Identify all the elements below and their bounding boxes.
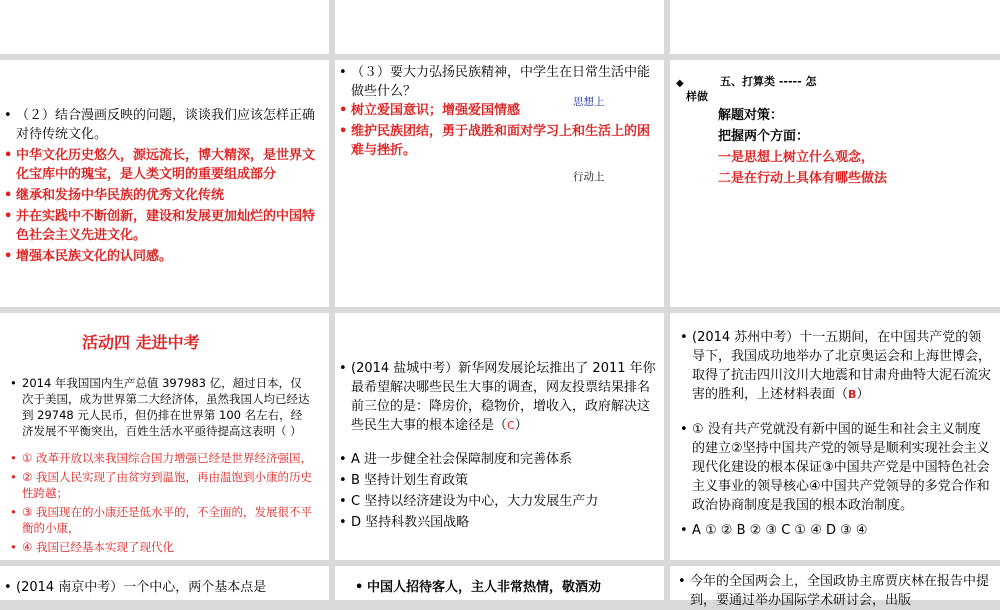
tag-thought: 思想上 [573,96,605,108]
answer-point-1: • 中华文化历史悠久，源远流长，博大精深，是世界文化宝库中的瑰宝，是人类文明的重要组成部分 [2,146,324,184]
statements: • ① 没有共产党就没有新中国的诞生和社会主义制度的建立②坚持中国共产党的领导是顺利实现社会主义现代化建设的根本保证③中国共产党是中国特色社会主义事业的领导核心④中国共产党领导的多党合作和政治协商制度是我国的根本政治制度。 [678,420,992,515]
question-text: • 今年的全国两会上，全国政协主席贾庆林在报告中提到，要通过举办国际学术研讨会，出版 [676,572,990,610]
option-3: • ③ 我国现在的小康还是低水平的，不全面的，发展很不平衡的小康， [8,504,313,536]
diamond-bullet: ◆ [676,78,684,89]
answer-point-2: • 继承和发扬中华民族的优秀文化传统 [2,186,324,205]
question-text: • (2014 南京中考）一个中心，两个基本点是 [2,578,322,597]
slide-top-right [670,0,1000,54]
statement-list [678,420,992,540]
slide-yancheng-question [335,313,664,560]
heading-b: 样做 [686,90,708,103]
activity-title: 活动四 走进中考 [82,333,200,352]
slide-top-middle [335,0,664,54]
question-close: ） [514,418,528,433]
question-list [337,63,659,101]
answer-point-2: • 维护民族团结，勇于战胜和面对学习上和生活上的困难与挫折。 [337,122,659,160]
grasp-label: 把握两个方面： [718,129,810,144]
answer-mark: C [507,419,515,432]
answer-point-3: • 并在实践中不断创新，建设和发展更加灿烂的中国特色社会主义先进文化。 [2,207,324,245]
point-thought: 一是思想上树立什么观念， [718,150,875,165]
point-action: 二是在行动上具体有哪些做法 [718,171,888,186]
slide-cppcc-question [670,566,1000,608]
question-text [337,359,657,435]
question-body: (2014 苏州中考）十一五期间，在中国共产党的领导下，我国成功地举办了北京奥运会和上海世博会，取得了抗击四川汶川大地震和甘肃舟曲特大泥石流灾害的胜利，上述材料表面（ [692,330,992,402]
question-list [2,578,322,597]
strategy-label: 解题对策： [718,108,784,123]
question-list [678,328,992,404]
tag-action: 行动上 [573,171,605,183]
answer-list [337,101,659,160]
question-text: • （２）结合漫画反映的问题，谈谈我们应该怎样正确对待传统文化。 [2,106,324,144]
question-text: • 2014 年我国国内生产总值 397983 亿，超过日本，仅次于美国，成为世界第二大经济体，虽然我国人均已经达到 29748 元人民币，但仍排在世界第 100 名左右，经济发展不平衡突出，百姓生活水平亟待提高这表明（ ） [8,375,313,439]
option-4: • ④ 我国已经基本实现了现代化 [8,539,313,555]
slide-suzhou-question [670,313,1000,560]
option-2: • ② 我国人民实现了由贫穷到温饱，再由温饱到小康的历史性跨越； [8,469,313,501]
answer-point-4: • 增强本民族文化的认同感。 [2,247,324,266]
slide-plan-type [670,60,1000,307]
question-list [2,106,324,144]
question-list [353,578,653,597]
slide-hospitality-question [335,566,664,600]
option-d: • D 坚持科教兴国战略 [337,513,657,532]
question-list [676,572,990,610]
question-list [8,375,313,439]
question-close: ） [856,387,870,402]
heading-a: 五、打算类 ----- 怎 [720,75,817,88]
question-text: • 中国人招待客人，主人非常热情，敬酒劝 [353,578,653,597]
option-1: • ① 改革开放以来我国综合国力增强已经是世界经济强国， [8,450,313,466]
question-list [337,359,657,435]
option-c: • C 坚持以经济建设为中心，大力发展生产力 [337,492,657,511]
answer-point-1: • 树立爱国意识；增强爱国情感 [337,101,659,120]
question-body: (2014 盐城中考）新华网发展论坛推出了 2011 年你最希望解决哪些民生大事的调查，网友投票结果排名前三位的是：降房价，稳物价，增收入，政府解决这些民生大事的根本途径是（ [351,361,656,433]
slide-national-spirit [335,60,664,307]
answer-list [2,146,324,266]
slide-culture-question [0,60,329,307]
slide-nanjing-question [0,566,329,600]
choices: • A ① ② B ② ③ C ① ④ D ③ ④ [678,521,992,540]
question-text: • （３）要大力弘扬民族精神，中学生在日常生活中能做些什么？ [337,63,659,101]
slide-top-left [0,0,329,54]
slide-activity-four [0,313,329,560]
option-a: • A 进一步健全社会保障制度和完善体系 [337,450,657,469]
option-list [8,450,313,555]
option-b: • B 坚持计划生育政策 [337,471,657,490]
answer-mark: B [848,388,857,401]
question-text [678,328,992,404]
option-list [337,450,657,532]
